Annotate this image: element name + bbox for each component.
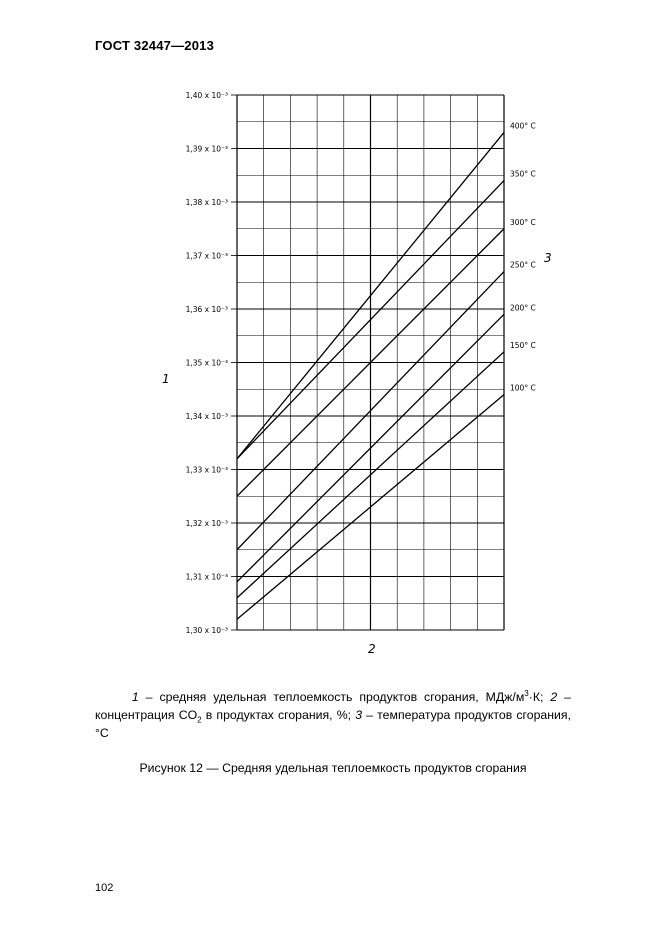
legend-number-3: 3 [355, 708, 363, 722]
legend-text-1: – средняя удельная теплоемкость продуктов сгорания, МДж/м [138, 690, 525, 704]
series-label: 200° С [510, 303, 536, 313]
figure-legend [95, 688, 571, 742]
y-tick-label: 1,31 x 10⁻³ [185, 572, 228, 582]
y-axis-marker: 1 [162, 372, 170, 386]
legend-text-3: – концентрация CO [95, 690, 571, 722]
series-label: 150° С [510, 340, 536, 350]
page-number: 102 [95, 882, 114, 894]
legend-sub: 2 [197, 715, 202, 725]
series-axis-marker: 3 [544, 251, 552, 265]
series-label: 400° С [510, 121, 536, 131]
chart-series-labels [510, 121, 536, 392]
figure-title: Рисунок 12 — Средняя удельная теплоемкость продуктов сгорания [139, 761, 527, 775]
document-header: ГОСТ 32447—2013 [95, 38, 214, 53]
y-tick-label: 1,38 x 10⁻³ [185, 198, 228, 207]
y-tick-label: 1,39 x 10⁻³ [185, 144, 228, 154]
y-tick-label: 1,35 x 10⁻³ [185, 358, 228, 368]
series-label: 300° С [510, 217, 536, 227]
legend-text-4: в продуктах сгорания, %; [201, 708, 356, 722]
legend-sup: 3 [524, 688, 529, 698]
y-tick-label: 1,40 x 10⁻³ [185, 91, 228, 100]
y-tick-label: 1,33 x 10⁻³ [185, 465, 228, 475]
x-axis-marker: 2 [368, 642, 376, 656]
y-tick-label: 1,32 x 10⁻³ [185, 519, 228, 528]
series-label: 350° С [510, 169, 536, 179]
y-tick-label: 1,30 x 10⁻³ [185, 626, 228, 635]
y-tick-label: 1,36 x 10⁻³ [185, 305, 228, 314]
legend-number-1: 1 [131, 690, 139, 704]
series-label: 100° С [510, 383, 536, 393]
legend-text-5: – температура продуктов сгорания, °С [95, 708, 571, 740]
legend-text-2: ·К; [528, 690, 551, 704]
y-tick-label: 1,37 x 10⁻³ [185, 251, 228, 261]
y-tick-label: 1,34 x 10⁻³ [185, 412, 228, 421]
chart-y-tick-labels [186, 91, 237, 635]
series-label: 250° С [510, 260, 536, 270]
legend-number-2: 2 [550, 690, 558, 704]
